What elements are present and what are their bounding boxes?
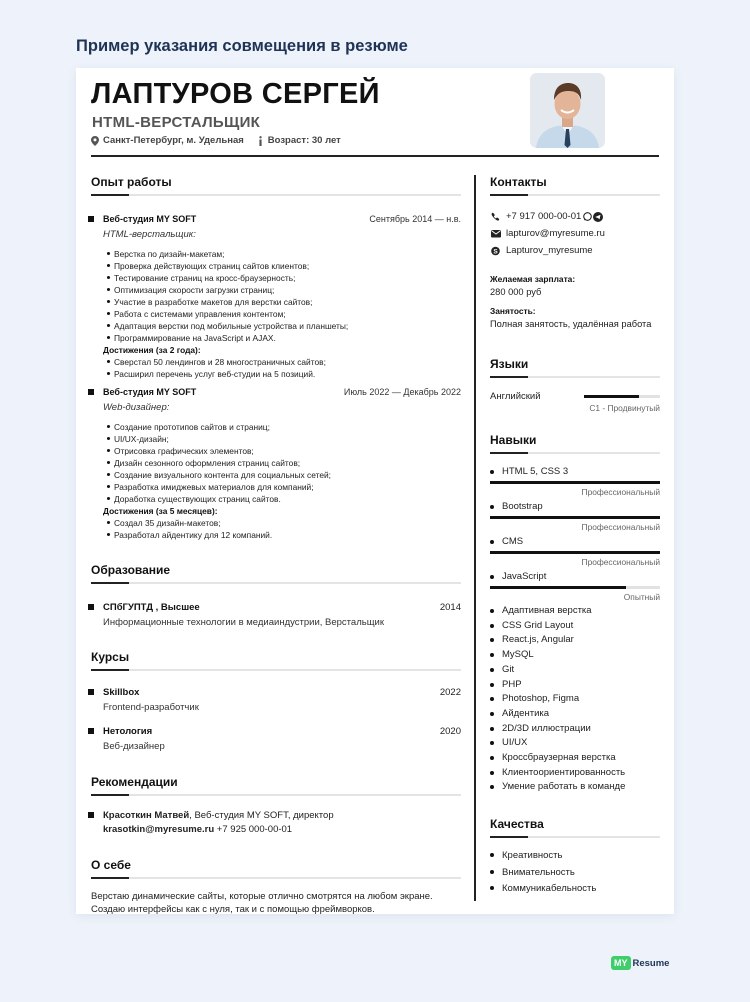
job-role: HTML-верстальщик: xyxy=(103,229,196,240)
list-item: Клиентоориентированность xyxy=(490,766,660,781)
experience-section xyxy=(91,175,461,541)
skill-name: JavaScript xyxy=(490,571,660,582)
section-underline xyxy=(91,669,461,671)
course-name: Нетология xyxy=(103,726,153,737)
salary-label: Желаемая зарплата: xyxy=(490,274,576,284)
job-period: Июль 2022 — Декабрь 2022 xyxy=(343,387,461,397)
recommender-phone: +7 925 000-00-01 xyxy=(214,824,293,835)
list-item: Разработка имиджевых материалов для компаний; xyxy=(114,481,461,493)
section-title-qualities: Качества xyxy=(490,817,544,832)
recommender-name: Красоткин Матвей xyxy=(103,810,190,821)
list-item: Сверстал 50 лендингов и 28 многостраничных сайтов; xyxy=(114,356,461,368)
list-item: Внимательность xyxy=(490,865,660,882)
skill-level-fill xyxy=(490,586,626,589)
education-entry xyxy=(91,602,461,628)
courses-section xyxy=(91,650,461,752)
employment-value: Полная занятость, удалённая работа xyxy=(490,319,652,329)
course-name: Skillbox xyxy=(103,687,140,698)
achievements-title: Достижения (за 2 года): xyxy=(103,345,201,355)
brand-logo[interactable] xyxy=(611,956,669,970)
svg-text:S: S xyxy=(493,247,498,255)
list-item: Адаптивная верстка xyxy=(490,604,660,619)
page-heading: Пример указания совмещения в резюме xyxy=(76,37,408,55)
section-title-recommendations: Рекомендации xyxy=(91,775,178,789)
list-item: Верстка по дизайн-макетам; xyxy=(114,248,461,260)
list-item: CSS Grid Layout xyxy=(490,619,660,634)
language-name: Английский xyxy=(490,391,541,402)
job-entry xyxy=(91,214,461,240)
section-underline xyxy=(490,452,660,454)
right-column xyxy=(490,175,660,898)
course-entry xyxy=(91,687,461,713)
column-divider xyxy=(474,175,476,901)
section-title-education: Образование xyxy=(91,563,171,577)
employment-label: Занятость: xyxy=(490,306,536,316)
education-section xyxy=(91,563,461,628)
header-divider xyxy=(91,155,659,157)
rated-skill xyxy=(490,501,660,532)
list-item: Отрисовка графических элементов; xyxy=(114,445,461,457)
language-row xyxy=(490,391,660,402)
skill-level: Профессиональный xyxy=(581,557,660,567)
contact-skype[interactable]: Lapturov_myresume xyxy=(506,245,593,256)
languages-section xyxy=(490,357,660,413)
list-item: Работа с системами управления контентом; xyxy=(114,308,461,320)
section-underline xyxy=(91,582,461,584)
course-year: 2020 xyxy=(439,726,461,737)
salary-value: 280 000 руб xyxy=(490,287,542,297)
education-year: 2014 xyxy=(439,602,461,613)
list-item: Участие в разработке макетов для верстки сайтов; xyxy=(114,296,461,308)
achievements-list xyxy=(114,356,461,380)
course-entry xyxy=(91,726,461,752)
skill-level-fill xyxy=(490,481,660,484)
skill-name: HTML 5, CSS 3 xyxy=(490,466,660,477)
list-item: Расширил перечень услуг веб-студии на 5 позиций. xyxy=(114,368,461,380)
language-level-fill xyxy=(584,395,639,398)
skills-list xyxy=(490,604,660,795)
list-item: Доработка существующих страниц сайтов. xyxy=(114,493,461,505)
candidate-name: ЛАПТУРОВ СЕРГЕЙ xyxy=(91,78,380,110)
resume-sheet xyxy=(76,68,674,914)
list-item: 2D/3D иллюстрации xyxy=(490,722,660,737)
email-icon xyxy=(490,229,506,238)
list-item: Айдентика xyxy=(490,707,660,722)
rated-skill xyxy=(490,536,660,567)
skill-level-bar xyxy=(490,516,660,519)
list-item: Умение работать в команде xyxy=(490,780,660,795)
section-underline xyxy=(490,194,660,196)
section-underline xyxy=(91,194,461,196)
list-item: Создание визуального контента для социальных сетей; xyxy=(114,469,461,481)
square-bullet-icon xyxy=(88,689,94,695)
skill-level: Опытный xyxy=(623,592,660,602)
section-underline xyxy=(490,836,660,838)
job-entry xyxy=(91,387,461,413)
education-detail: Информационные технологии в медиаиндустрии, Верстальщик xyxy=(103,617,384,628)
duties-list xyxy=(114,248,461,344)
achievements-title: Достижения (за 5 месяцев): xyxy=(103,506,218,516)
section-title-courses: Курсы xyxy=(91,650,130,664)
list-item: Git xyxy=(490,663,660,678)
location-pin-icon xyxy=(91,136,99,146)
square-bullet-icon xyxy=(88,728,94,734)
section-title-about: О себе xyxy=(91,858,131,872)
skill-level-fill xyxy=(490,516,660,519)
section-title-languages: Языки xyxy=(490,357,529,371)
recommender-details: , Веб-студия MY SOFT, директор xyxy=(189,810,334,821)
square-bullet-icon xyxy=(88,812,94,818)
education-institution: СПбГУПТД , Высшее xyxy=(103,602,200,613)
list-item: Коммуникабельность xyxy=(490,881,660,898)
list-item: Кроссбраузерная верстка xyxy=(490,751,660,766)
course-detail: Веб-дизайнер xyxy=(103,741,165,752)
candidate-photo xyxy=(530,73,605,148)
contact-phone[interactable]: +7 917 000-00-01 xyxy=(506,211,582,222)
list-item: Оптимизация скорости загрузки страниц; xyxy=(114,284,461,296)
language-level-bar xyxy=(584,395,660,398)
square-bullet-icon xyxy=(88,216,94,222)
brand-logo-text: Resume xyxy=(632,957,670,969)
section-underline xyxy=(490,376,660,378)
candidate-meta xyxy=(91,135,341,146)
list-item: MySQL xyxy=(490,648,660,663)
candidate-age: Возраст: 30 лет xyxy=(267,135,341,146)
list-item: UI/UX xyxy=(490,736,660,751)
contact-skype-row xyxy=(490,242,660,259)
list-item: Проверка действующих страниц сайтов клиентов; xyxy=(114,260,461,272)
skill-level-bar xyxy=(490,481,660,484)
skill-name: Bootstrap xyxy=(490,501,660,512)
list-item: Креативность xyxy=(490,848,660,865)
skills-section xyxy=(490,433,660,795)
list-item: Создал 35 дизайн-макетов; xyxy=(114,517,461,529)
language-level: C1 - Продвинутый xyxy=(589,403,660,413)
qualities-section xyxy=(490,817,660,898)
list-item: Тестирование страниц на кросс-браузерность; xyxy=(114,272,461,284)
list-item: Photoshop, Figma xyxy=(490,692,660,707)
course-detail: Frontend-разработчик xyxy=(103,702,199,713)
job-company: Веб-студия MY SOFT xyxy=(103,214,197,224)
telegram-icon[interactable] xyxy=(593,212,603,222)
skype-icon xyxy=(490,246,506,256)
about-text: Верстаю динамические сайты, которые отлично смотрятся на любом экране. Создаю интерфейсы как с нуля, так и с помощью фреймворков. xyxy=(91,891,433,915)
about-section xyxy=(91,858,461,916)
job-company: Веб-студия MY SOFT xyxy=(103,387,197,397)
brand-logo-mark: MY xyxy=(611,956,631,970)
section-title-contacts: Контакты xyxy=(490,175,547,189)
contact-phone-row xyxy=(490,208,660,225)
contacts-section xyxy=(490,175,660,329)
section-underline xyxy=(91,794,461,796)
candidate-position: HTML-ВЕРСТАЛЬЩИК xyxy=(92,114,261,131)
contact-email-row xyxy=(490,225,660,242)
list-item: Программирование на JavaScript и AJAX. xyxy=(114,332,461,344)
list-item: Разработал айдентику для 12 компаний. xyxy=(114,529,461,541)
info-icon xyxy=(258,136,263,146)
section-title-skills: Навыки xyxy=(490,433,537,447)
course-year: 2022 xyxy=(439,687,461,698)
phone-icon xyxy=(490,212,506,222)
skill-level: Профессиональный xyxy=(581,487,660,497)
left-column xyxy=(91,175,461,916)
achievements-list xyxy=(114,517,461,541)
recommendation-entry xyxy=(91,810,461,835)
square-bullet-icon xyxy=(88,389,94,395)
job-period: Сентябрь 2014 — н.в. xyxy=(369,214,461,224)
candidate-location: Санкт-Петербург, м. Удельная xyxy=(103,135,244,146)
skill-level-fill xyxy=(490,551,660,554)
contact-email[interactable]: lapturov@myresume.ru xyxy=(506,228,605,239)
rated-skill xyxy=(490,571,660,602)
list-item: PHP xyxy=(490,678,660,693)
list-item: Дизайн сезонного оформления страниц сайтов; xyxy=(114,457,461,469)
skill-level: Профессиональный xyxy=(581,522,660,532)
duties-list xyxy=(114,421,461,505)
skill-level-bar xyxy=(490,586,660,589)
skill-name: CMS xyxy=(490,536,660,547)
recommendations-section xyxy=(91,775,461,835)
recommender-email[interactable]: krasotkin@myresume.ru xyxy=(103,824,215,835)
skill-level-bar xyxy=(490,551,660,554)
whatsapp-icon[interactable] xyxy=(583,212,592,221)
list-item: Создание прототипов сайтов и страниц; xyxy=(114,421,461,433)
list-item: React.js, Angular xyxy=(490,633,660,648)
square-bullet-icon xyxy=(88,604,94,610)
section-underline xyxy=(91,877,461,879)
rated-skill xyxy=(490,466,660,497)
list-item: UI/UX-дизайн; xyxy=(114,433,461,445)
section-title-experience: Опыт работы xyxy=(91,175,172,189)
list-item: Адаптация верстки под мобильные устройства и планшеты; xyxy=(114,320,461,332)
job-role: Web-дизайнер: xyxy=(103,402,170,413)
